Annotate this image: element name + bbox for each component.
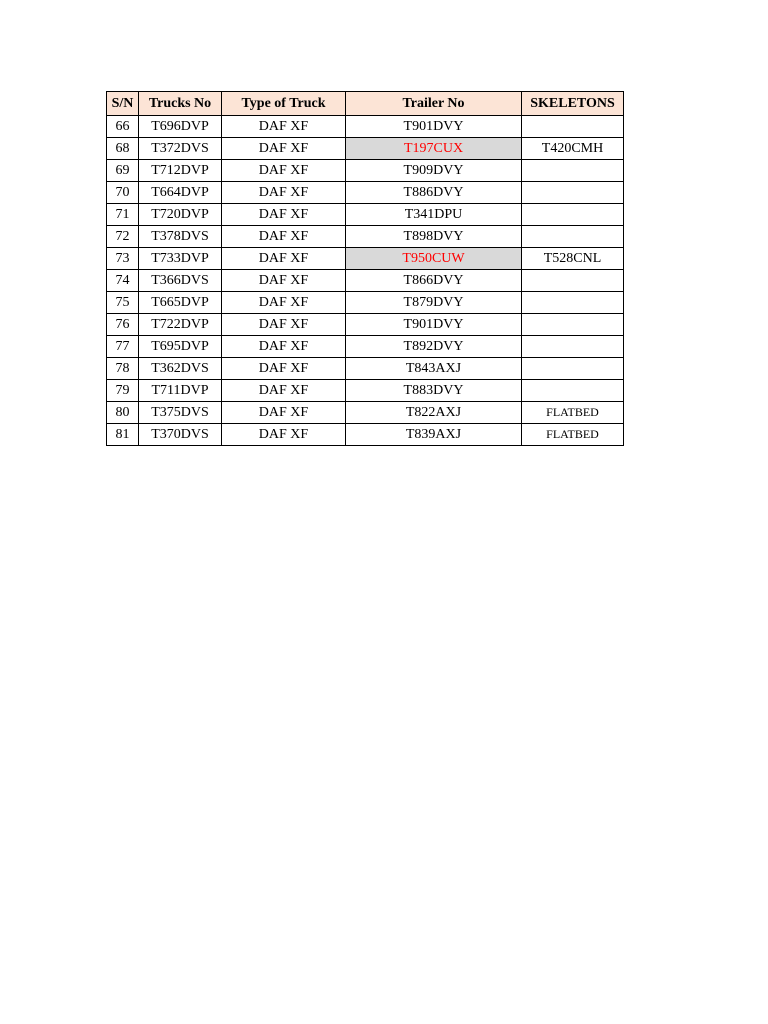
table-row bbox=[107, 292, 624, 314]
cell-sn: 73 bbox=[107, 248, 139, 270]
cell-sn: 74 bbox=[107, 270, 139, 292]
cell-sn: 76 bbox=[107, 314, 139, 336]
cell-truck-no: T366DVS bbox=[139, 270, 222, 292]
cell-type-of-truck: DAF XF bbox=[222, 182, 346, 204]
cell-skeleton bbox=[522, 116, 624, 138]
cell-type-of-truck: DAF XF bbox=[222, 292, 346, 314]
cell-trailer-no: T909DVY bbox=[346, 160, 522, 182]
cell-trailer-no: T839AXJ bbox=[346, 424, 522, 446]
cell-skeleton bbox=[522, 292, 624, 314]
cell-trailer-no: T866DVY bbox=[346, 270, 522, 292]
cell-sn: 80 bbox=[107, 402, 139, 424]
header-row bbox=[107, 92, 624, 116]
cell-truck-no: T370DVS bbox=[139, 424, 222, 446]
cell-trailer-no: T341DPU bbox=[346, 204, 522, 226]
cell-truck-no: T712DVP bbox=[139, 160, 222, 182]
cell-sn: 75 bbox=[107, 292, 139, 314]
cell-skeleton: FLATBED bbox=[522, 402, 624, 424]
cell-trailer-no: T883DVY bbox=[346, 380, 522, 402]
cell-trailer-no: T901DVY bbox=[346, 116, 522, 138]
cell-sn: 70 bbox=[107, 182, 139, 204]
cell-sn: 71 bbox=[107, 204, 139, 226]
cell-skeleton bbox=[522, 380, 624, 402]
cell-trailer-no: T950CUW bbox=[346, 248, 522, 270]
cell-skeleton bbox=[522, 270, 624, 292]
cell-type-of-truck: DAF XF bbox=[222, 314, 346, 336]
header-skeletons: SKELETONS bbox=[522, 92, 624, 116]
table-row bbox=[107, 116, 624, 138]
cell-sn: 69 bbox=[107, 160, 139, 182]
cell-skeleton bbox=[522, 314, 624, 336]
cell-skeleton bbox=[522, 358, 624, 380]
table-row bbox=[107, 204, 624, 226]
table-row bbox=[107, 424, 624, 446]
cell-type-of-truck: DAF XF bbox=[222, 336, 346, 358]
cell-type-of-truck: DAF XF bbox=[222, 424, 346, 446]
cell-sn: 81 bbox=[107, 424, 139, 446]
table-row bbox=[107, 182, 624, 204]
cell-sn: 78 bbox=[107, 358, 139, 380]
cell-type-of-truck: DAF XF bbox=[222, 204, 346, 226]
cell-truck-no: T711DVP bbox=[139, 380, 222, 402]
table-row bbox=[107, 248, 624, 270]
header-trailer-no: Trailer No bbox=[346, 92, 522, 116]
cell-type-of-truck: DAF XF bbox=[222, 116, 346, 138]
cell-trailer-no: T843AXJ bbox=[346, 358, 522, 380]
cell-skeleton bbox=[522, 160, 624, 182]
cell-truck-no: T664DVP bbox=[139, 182, 222, 204]
table-row bbox=[107, 138, 624, 160]
cell-type-of-truck: DAF XF bbox=[222, 138, 346, 160]
table-row bbox=[107, 226, 624, 248]
cell-skeleton bbox=[522, 336, 624, 358]
cell-type-of-truck: DAF XF bbox=[222, 402, 346, 424]
cell-type-of-truck: DAF XF bbox=[222, 270, 346, 292]
cell-trailer-no: T901DVY bbox=[346, 314, 522, 336]
cell-skeleton bbox=[522, 226, 624, 248]
cell-truck-no: T733DVP bbox=[139, 248, 222, 270]
cell-trailer-no: T879DVY bbox=[346, 292, 522, 314]
cell-sn: 77 bbox=[107, 336, 139, 358]
cell-trailer-no: T898DVY bbox=[346, 226, 522, 248]
table-row bbox=[107, 336, 624, 358]
cell-truck-no: T665DVP bbox=[139, 292, 222, 314]
header-trucks-no: Trucks No bbox=[139, 92, 222, 116]
cell-truck-no: T695DVP bbox=[139, 336, 222, 358]
header-type-of-truck: Type of Truck bbox=[222, 92, 346, 116]
cell-skeleton bbox=[522, 182, 624, 204]
cell-type-of-truck: DAF XF bbox=[222, 160, 346, 182]
cell-truck-no: T720DVP bbox=[139, 204, 222, 226]
cell-truck-no: T696DVP bbox=[139, 116, 222, 138]
table-row bbox=[107, 358, 624, 380]
cell-skeleton: FLATBED bbox=[522, 424, 624, 446]
table-row bbox=[107, 402, 624, 424]
cell-trailer-no: T892DVY bbox=[346, 336, 522, 358]
cell-truck-no: T378DVS bbox=[139, 226, 222, 248]
cell-trailer-no: T197CUX bbox=[346, 138, 522, 160]
cell-sn: 79 bbox=[107, 380, 139, 402]
cell-type-of-truck: DAF XF bbox=[222, 248, 346, 270]
cell-sn: 72 bbox=[107, 226, 139, 248]
cell-truck-no: T372DVS bbox=[139, 138, 222, 160]
table-row bbox=[107, 160, 624, 182]
cell-type-of-truck: DAF XF bbox=[222, 380, 346, 402]
table-body bbox=[107, 116, 624, 446]
cell-trailer-no: T822AXJ bbox=[346, 402, 522, 424]
cell-sn: 68 bbox=[107, 138, 139, 160]
cell-truck-no: T375DVS bbox=[139, 402, 222, 424]
cell-truck-no: T722DVP bbox=[139, 314, 222, 336]
cell-skeleton: T528CNL bbox=[522, 248, 624, 270]
cell-sn: 66 bbox=[107, 116, 139, 138]
cell-trailer-no: T886DVY bbox=[346, 182, 522, 204]
table-row bbox=[107, 380, 624, 402]
cell-type-of-truck: DAF XF bbox=[222, 358, 346, 380]
cell-truck-no: T362DVS bbox=[139, 358, 222, 380]
cell-skeleton: T420CMH bbox=[522, 138, 624, 160]
table-row bbox=[107, 270, 624, 292]
cell-type-of-truck: DAF XF bbox=[222, 226, 346, 248]
header-sn: S/N bbox=[107, 92, 139, 116]
cell-skeleton bbox=[522, 204, 624, 226]
table-row bbox=[107, 314, 624, 336]
trucks-table bbox=[106, 91, 624, 446]
